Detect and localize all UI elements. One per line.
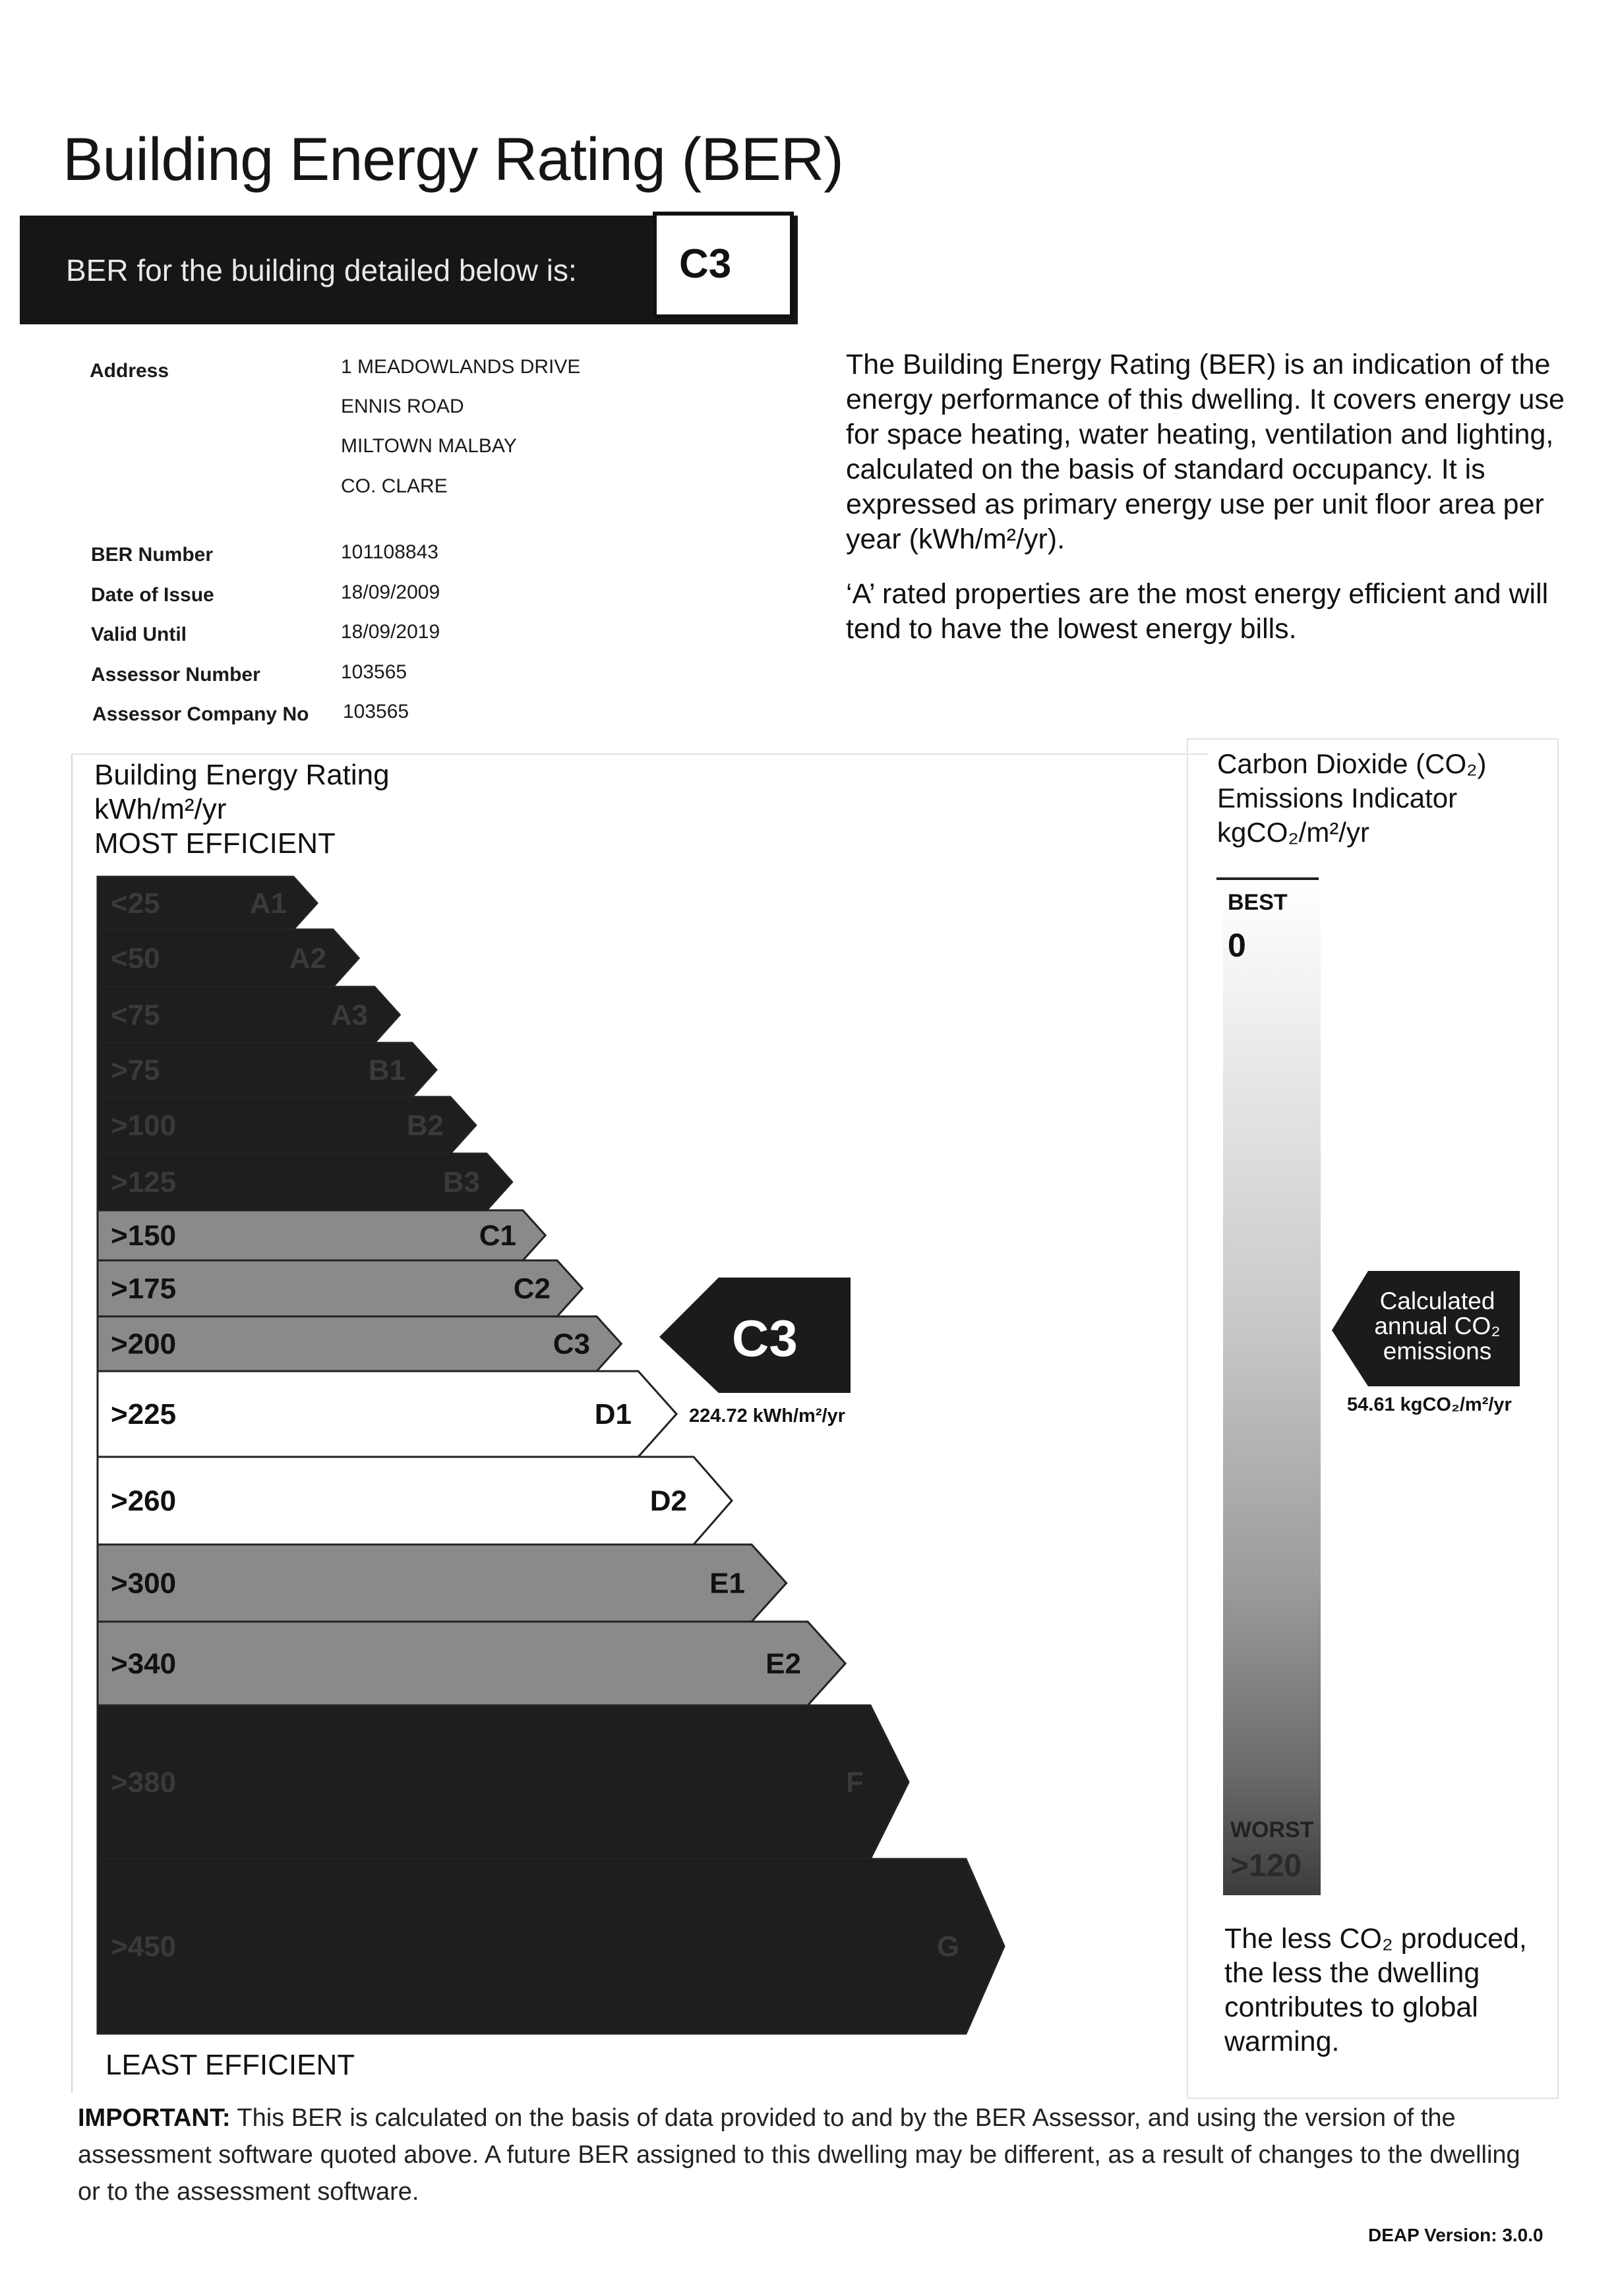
page-title: Building Energy Rating (BER) — [63, 126, 843, 193]
band-c3 — [98, 1316, 621, 1371]
important-label: IMPORTANT: — [78, 2104, 231, 2132]
valid-until: 18/09/2019 — [341, 621, 440, 643]
band-letter-f: F — [846, 1766, 864, 1799]
band-label-e1: >300 — [111, 1567, 177, 1600]
band-label-d2: >260 — [111, 1485, 177, 1517]
co2-heading-3: kgCO₂/m²/yr — [1217, 817, 1369, 848]
band-label-c1: >150 — [111, 1220, 177, 1252]
important-note — [78, 2100, 1528, 2210]
band-label-b3: >125 — [111, 1166, 177, 1198]
band-label-a3: <75 — [111, 999, 160, 1032]
band-letter-a2: A2 — [289, 942, 326, 975]
co2-best-label: BEST — [1228, 890, 1288, 915]
assessor-number: 103565 — [341, 661, 407, 683]
least-efficient-label: LEAST EFFICIENT — [105, 2049, 355, 2081]
rating-value: C3 — [679, 241, 732, 287]
ber-number-label: BER Number — [91, 544, 214, 566]
co2-best-value: 0 — [1228, 927, 1246, 964]
band-letter-e1: E1 — [709, 1567, 745, 1600]
co2-worst-label: WORST — [1230, 1817, 1314, 1842]
band-label-b2: >100 — [111, 1109, 177, 1142]
assessor-company: 103565 — [343, 701, 409, 722]
scale-heading-1: Building Energy Rating — [94, 759, 390, 791]
band-e1 — [98, 1545, 787, 1622]
band-letter-c2: C2 — [513, 1272, 551, 1305]
deap-version: DEAP Version: 3.0.0 — [1368, 2225, 1543, 2245]
band-letter-d2: D2 — [649, 1485, 687, 1517]
co2-indicator-value: 54.61 kgCO₂/m²/yr — [1347, 1394, 1512, 1415]
rating-indicator-kwh: 224.72 kWh/m²/yr — [689, 1405, 845, 1427]
co2-indicator-label: Calculated annual CO₂ emissions — [1374, 1287, 1501, 1365]
assessor-company-label: Assessor Company No — [92, 703, 309, 725]
band-letter-d1: D1 — [594, 1398, 632, 1430]
band-letter-a1: A1 — [249, 887, 287, 920]
band-letter-c1: C1 — [479, 1220, 516, 1252]
band-label-b1: >75 — [111, 1054, 160, 1086]
address-line-4: CO. CLARE — [341, 475, 448, 497]
band-letter-a3: A3 — [330, 999, 368, 1032]
band-d2 — [98, 1457, 732, 1545]
band-label-a1: <25 — [111, 887, 160, 920]
band-label-a2: <50 — [111, 942, 160, 975]
scale-heading-2: kWh/m²/yr — [94, 793, 227, 825]
band-label-e2: >340 — [111, 1647, 177, 1680]
band-e2 — [98, 1622, 845, 1705]
band-label-f: >380 — [111, 1766, 177, 1799]
address-line-1: 1 MEADOWLANDS DRIVE — [341, 356, 581, 378]
co2-heading-1: Carbon Dioxide (CO₂) — [1217, 748, 1487, 779]
ber-number: 101108843 — [341, 541, 438, 563]
band-letter-c3: C3 — [553, 1328, 590, 1361]
band-label-c2: >175 — [111, 1272, 177, 1305]
band-f — [98, 1705, 909, 1859]
address-label: Address — [90, 360, 169, 382]
band-label-d1: >225 — [111, 1398, 177, 1430]
most-efficient-label: MOST EFFICIENT — [94, 827, 336, 860]
date-of-issue: 18/09/2009 — [341, 581, 440, 603]
band-label-g: >450 — [111, 1930, 177, 1963]
intro-paragraph-2: ‘A’ rated properties are the most energy efficient and will tend to have the lowest energy bills. — [846, 578, 1549, 645]
important-text: This BER is calculated on the basis of data provided to and by the BER Assessor, and using the version of the assessment software quoted above. A future BER assigned to this dwelling may be different, as a result of changes to the dwelling or to the assessment software. — [78, 2104, 1520, 2206]
band-letter-g: G — [936, 1930, 959, 1963]
band-g — [98, 1859, 1004, 2034]
date-of-issue-label: Date of Issue — [91, 584, 214, 606]
co2-heading-2: Emissions Indicator — [1217, 782, 1458, 813]
band-d1 — [98, 1371, 676, 1457]
intro-paragraph-1: The Building Energy Rating (BER) is an indication of the energy performance of this dwelling. It covers energy use for space heating, water heating, ventilation and lighting, calculated on the basis of standard occupancy. It is expressed as primary energy use per unit floor area per year (kWh/m²/yr). — [846, 349, 1565, 555]
rating-indicator-value: C3 — [732, 1309, 798, 1367]
co2-worst-value: >120 — [1230, 1848, 1302, 1883]
band-letter-b2: B2 — [406, 1109, 444, 1142]
co2-gradient-scale — [1223, 880, 1321, 1895]
banner-text: BER for the building detailed below is: — [66, 253, 577, 287]
band-letter-b1: B1 — [368, 1054, 405, 1086]
band-letter-b3: B3 — [442, 1166, 480, 1198]
assessor-number-label: Assessor Number — [91, 664, 260, 686]
valid-until-label: Valid Until — [91, 624, 187, 645]
band-label-c3: >200 — [111, 1328, 177, 1361]
band-letter-e2: E2 — [765, 1647, 801, 1680]
address-line-3: MILTOWN MALBAY — [341, 435, 517, 457]
co2-footnote: The less CO₂ produced, the less the dwelling contributes to global warming. — [1224, 1923, 1527, 2057]
address-line-2: ENNIS ROAD — [341, 396, 464, 417]
co2-heading — [1217, 747, 1486, 850]
